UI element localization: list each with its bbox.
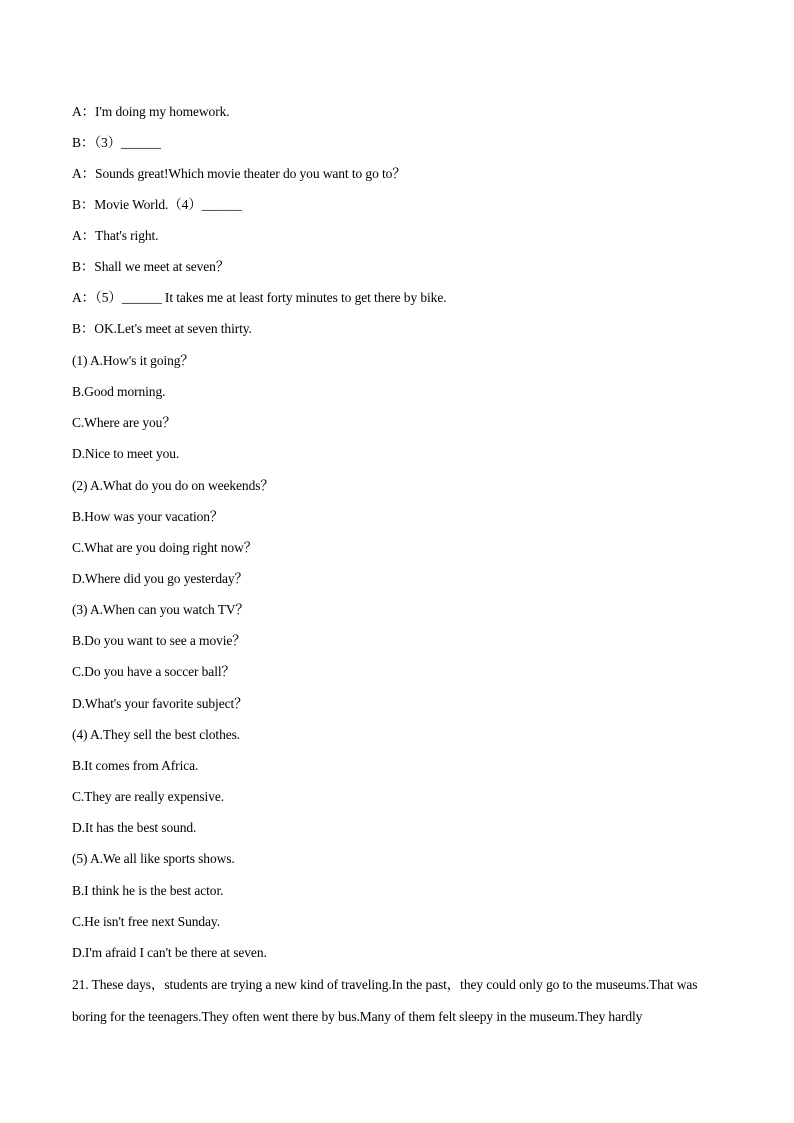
passage-21: 21. These days，students are trying a new kind of traveling.In the past，they could only go to the museums.That was boring for the teenagers.They often went there by bus.Many of them felt sleepy in the museum.They hardly [72, 977, 698, 1024]
option-1d: D.Nice to meet you. [72, 446, 180, 461]
option-5a: (5) A.We all like sports shows. [72, 851, 235, 866]
dialogue-line-b3: B：Shall we meet at seven？ [72, 259, 230, 274]
option-1a: (1) A.How's it going？ [72, 353, 194, 368]
option-5d: D.I'm afraid I can't be there at seven. [72, 945, 267, 960]
dialogue-line-a2: A：Sounds great!Which movie theater do you want to go to？ [72, 166, 406, 181]
option-4b: B.It comes from Africa. [72, 758, 199, 773]
option-2a: (2) A.What do you do on weekends？ [72, 478, 274, 493]
option-5b: B.I think he is the best actor. [72, 883, 224, 898]
dialogue-line-b1: B：（3）______ [72, 135, 161, 150]
option-4c: C.They are really expensive. [72, 789, 225, 804]
option-2c: C.What are you doing right now？ [72, 540, 258, 555]
dialogue-line-a4: A：（5）______ It takes me at least forty minutes to get there by bike. [72, 290, 447, 305]
option-3d: D.What's your favorite subject？ [72, 696, 248, 711]
dialogue-line-a3: A：That's right. [72, 228, 159, 243]
option-2b: B.How was your vacation？ [72, 509, 224, 524]
dialogue-line-b4: B：OK.Let's meet at seven thirty. [72, 321, 252, 336]
dialogue-line-b2: B：Movie World.（4）______ [72, 197, 242, 212]
option-4a: (4) A.They sell the best clothes. [72, 727, 241, 742]
option-1c: C.Where are you？ [72, 415, 176, 430]
option-4d: D.It has the best sound. [72, 820, 197, 835]
option-1b: B.Good morning. [72, 384, 166, 399]
dialogue-line-a1: A：I'm doing my homework. [72, 104, 230, 119]
option-3c: C.Do you have a soccer ball？ [72, 664, 235, 679]
option-2d: D.Where did you go yesterday？ [72, 571, 248, 586]
option-3b: B.Do you want to see a movie？ [72, 633, 246, 648]
option-5c: C.He isn't free next Sunday. [72, 914, 220, 929]
option-3a: (3) A.When can you watch TV？ [72, 602, 249, 617]
